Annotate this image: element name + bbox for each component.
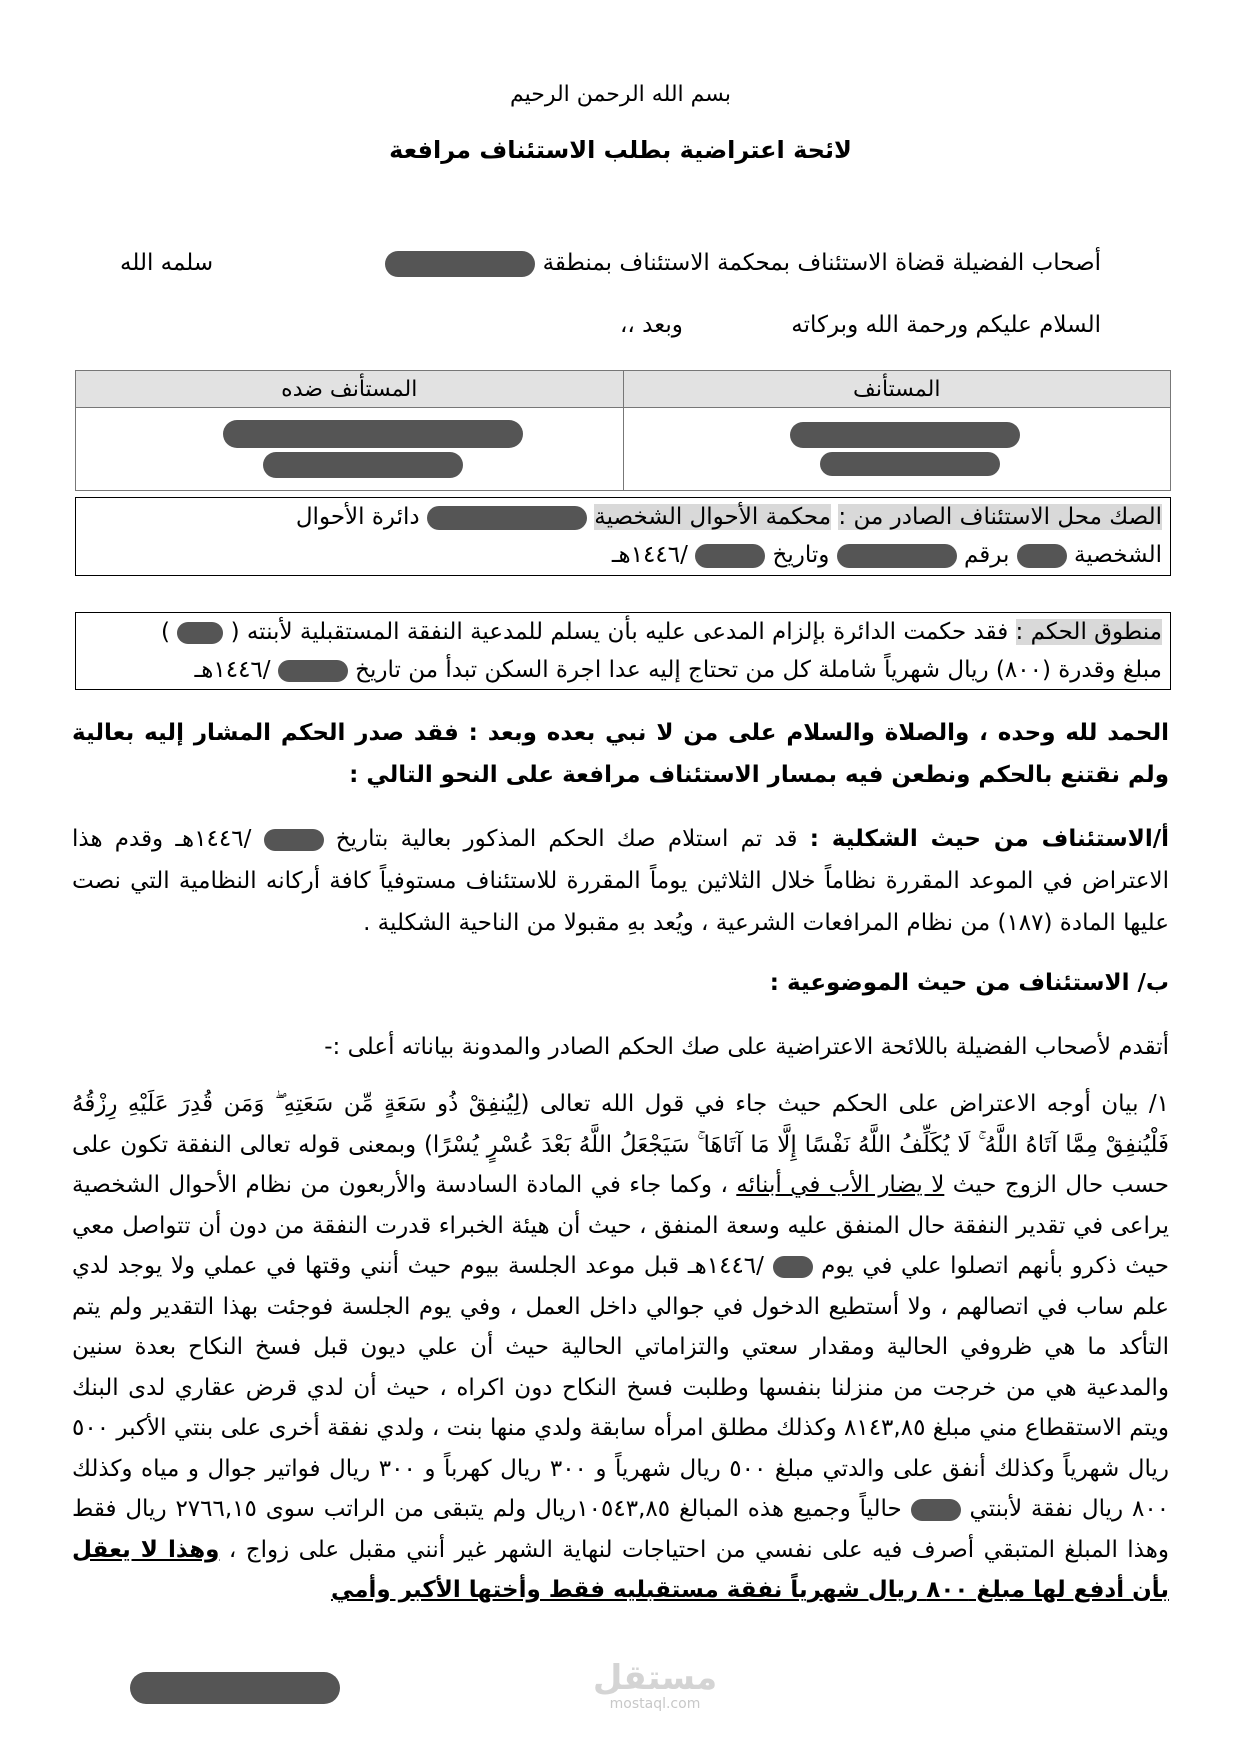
redaction-mark	[177, 622, 223, 644]
redaction-mark	[278, 660, 348, 682]
respondent-cell	[76, 408, 624, 491]
substantive-heading: ب/ الاستئناف من حيث الموضوعية :	[769, 970, 1169, 996]
appellant-cell	[623, 408, 1171, 491]
document-title: لائحة اعتراضية بطلب الاستئناف مرافعة	[389, 136, 852, 164]
formal-appeal-label: أ/الاستئناف من حيث الشكلية :	[809, 826, 1170, 852]
deed-line-1	[84, 498, 1162, 536]
deed-line1-end: دائرة الأحوال	[295, 504, 420, 530]
ruling-box	[75, 612, 1171, 690]
objection-point-1	[72, 1084, 1169, 1611]
address-line	[385, 250, 1101, 277]
salutation-text: سلمه الله	[120, 250, 214, 276]
watermark	[575, 1660, 735, 1712]
submission-line: أتقدم لأصحاب الفضيلة باللائحة الاعتراضية على صك الحكم الصادر والمدونة بياناته أعلى :-	[324, 1034, 1169, 1060]
redaction-mark	[820, 452, 1000, 476]
point1-text-c: /١٤٤٦هـ قبل موعد الجلسة بيوم حيث أنني وقتها في عملي ولا يوجد لدي علم ساب في اتصالهم ، ولا أستطيع الدخول في جوالي داخل العمل ، وفي يوم الجلسة فوجئت بهذا التقدير ولم يتم التأكد ما هي ظروفي الحالية ومقدار سعتي والتزاماتي الحالية حيث أن علي ديون قبل فسخ النكاح بعدة سنين والمدعية هي من خرجت من منزلنا بنفسها وطلبت فسخ النكاح دون اكراه ، حيث أن لدي قرض عقاري لدى البنك ويتم الاستقطاع مني مبلغ ٨١٤٣,٨٥ وكذلك مطلق امرأه سابقة ولدي منها بنت ، ولدي نفقة أخرى على بنتي الأكبر ٥٠٠ ريال شهرياً وكذلك أنفق على والدتي مبلغ ٥٠٠ ريال شهرياً و ٣٠٠ ريال كهرباً و ٣٠٠ ريال فواتير جوال و مياه وكذلك ٨٠٠ ريال نفقة لأبنتي	[72, 1253, 1170, 1522]
formal-appeal-text-b: /١٤٤٦هـ وقدم هذا الاعتراض في الموعد المقررة نظاماً خلال الثلاثين يوماً المقررة للاستئناف مستوفياً كافة أركانه النظامية التي نصت عليها المادة (١٨٧) من نظام المرافعات الشرعية ، ويُعد بهِ مقبولا من الناحية الشكلية .	[72, 826, 1169, 936]
watermark-logo: مستقل	[592, 1658, 718, 1698]
redaction-mark	[773, 1256, 813, 1278]
redaction-mark	[264, 829, 324, 851]
formal-appeal-text-a: قد تم استلام صك الحكم المذكور بعالية بتاريخ	[335, 826, 798, 852]
intro-paragraph: الحمد لله وحده ، والصلاة والسلام على من لا نبي بعده وبعد : فقد صدر الحكم المشار إليه بعالية ولم نقتنع بالحكم ونطعن فيه بمسار الاستئناف مرافعة على النحو التالي :	[72, 720, 1169, 788]
basmala: بسم الله الرحمن الرحيم	[509, 82, 732, 107]
address-text: أصحاب الفضيلة قضاة الاستئناف بمحكمة الاستئناف بمنطقة	[542, 250, 1101, 276]
deed-line2-c: وتاريخ	[772, 542, 830, 568]
point1-text-d: حالياً وجميع هذه المبالغ ١٠٥٤٣,٨٥ريال ولم يتبقى من الراتب سوى ٢٧٦٦,١٥ ريال فقط وهذا المبلغ المتبقي أصرف فيه على نفسي من احتياجات لنهاية الشهر غير أنني مقبل على زواج ،	[72, 1496, 1169, 1563]
point1-text-a: ١/ بيان أوجه الاعتراض على الحكم حيث جاء في قول الله تعالى (لِيُنفِقْ ذُو سَعَةٍ مِّن سَعَتِهِ ۖ وَمَن قُدِرَ عَلَيْهِ رِزْقُهُ فَلْيُنفِقْ مِمَّا آتَاهُ اللَّهُ ۚ لَا يُكَلِّفُ اللَّهُ نَفْسًا إِلَّا مَا آتَاهَا ۚ سَيَجْعَلُ اللَّهُ بَعْدَ عُسْرٍ يُسْرًا) وبمعنى قوله تعالى النفقة تكون على حسب حال الزوج حيث	[72, 1091, 1170, 1198]
redaction-mark	[263, 452, 463, 478]
signature-redaction	[130, 1672, 340, 1704]
ruling-text-2-end: /١٤٤٦هـ	[194, 657, 271, 683]
ruling-label: منطوق الحكم :	[1015, 619, 1162, 645]
ruling-line-2	[84, 651, 1162, 689]
point1-bold-end: وهذا لا يعقل بأن أدفع لها مبلغ ٨٠٠ ريال شهرياً نفقة مستقبليه فقط وأختها الأكبر وأمي	[72, 1536, 1169, 1603]
deed-court: محكمة الأحوال الشخصية	[594, 504, 832, 530]
deed-line2-b: برقم	[963, 542, 1010, 568]
parties-table	[75, 370, 1171, 491]
redaction-mark	[911, 1499, 961, 1521]
appellant-header: المستأنف	[623, 371, 1171, 408]
redaction-mark	[1017, 544, 1067, 568]
redaction-mark	[223, 420, 523, 448]
redaction-mark	[790, 422, 1020, 448]
ruling-line-1	[84, 613, 1162, 651]
after-greeting-text: وبعد ،،	[620, 312, 683, 338]
watermark-site: mostaql.com	[609, 1696, 701, 1712]
deed-label: الصك محل الاستئناف الصادر من :	[838, 504, 1162, 530]
greeting-text: السلام عليكم ورحمة الله وبركاته	[791, 312, 1101, 338]
ruling-text-1-end: )	[160, 619, 170, 645]
ruling-text-1: فقد حكمت الدائرة بإلزام المدعى عليه بأن يسلم للمدعية النفقة المستقبلية لأبنته (	[230, 619, 1009, 645]
redaction-mark	[695, 544, 765, 568]
point1-text-b: ، وكما جاء في المادة السادسة والأربعون من نظام الأحوال الشخصية يراعى في تقدير النفقة حال المنفق عليه وسعة المنفق ، حيث أن هيئة الخبراء قدرت النفقة من دون أن تتواصل معي حيث ذكرو بأنهم اتصلوا علي في يوم	[72, 1172, 1170, 1279]
redaction-mark	[837, 544, 957, 568]
redaction-mark	[427, 506, 587, 530]
respondent-header: المستأنف ضده	[76, 371, 624, 408]
deed-line2-d: /١٤٤٦هـ	[611, 542, 688, 568]
appealed-deed-box	[75, 497, 1171, 576]
redaction-mark	[385, 251, 535, 277]
point1-underlined: لا يضار الأب في أبنائه	[736, 1172, 945, 1198]
deed-line2-a: الشخصية	[1074, 542, 1162, 568]
formal-appeal-paragraph	[72, 818, 1169, 944]
deed-line-2	[84, 536, 1162, 574]
ruling-text-2: مبلغ وقدرة (٨٠٠) ريال شهرياً شاملة كل من تحتاج إليه عدا اجرة السكن تبدأ من تاريخ	[355, 657, 1162, 683]
